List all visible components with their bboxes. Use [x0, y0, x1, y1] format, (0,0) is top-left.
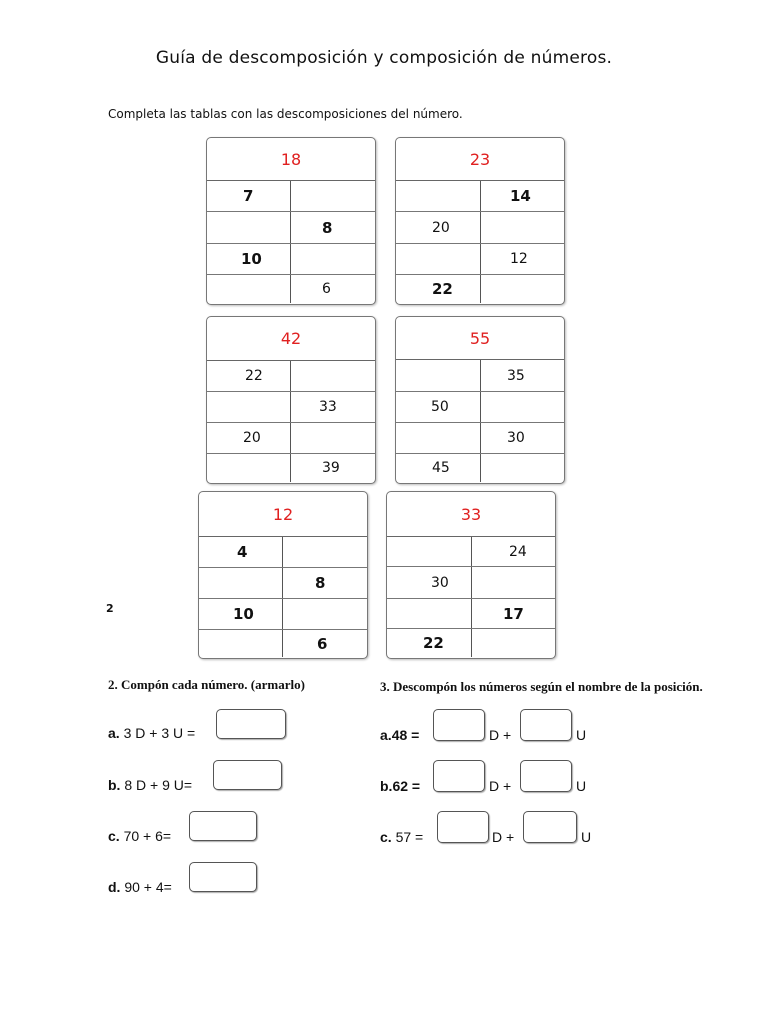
table-number: 42	[207, 317, 375, 361]
decompose-item-b	[380, 778, 420, 794]
table-row	[207, 244, 375, 275]
units-box[interactable]	[520, 760, 572, 792]
compose-item-b	[108, 777, 192, 793]
table-number: 12	[199, 492, 367, 537]
item-expression: 70 + 6=	[123, 828, 172, 844]
table-cell-right: 17	[503, 604, 524, 623]
answer-box[interactable]	[189, 862, 257, 892]
units-label: U	[581, 829, 592, 845]
side-number: 2	[106, 602, 114, 615]
section3-heading: 3. Descompón los números según el nombre de la posición.	[380, 679, 703, 694]
tens-box[interactable]	[437, 811, 489, 843]
table-cell-right: 8	[322, 218, 333, 237]
table-cell-left: 22	[245, 368, 263, 384]
decomposition-table-55	[395, 316, 565, 484]
table-cell-left: 10	[241, 250, 262, 268]
table-row	[207, 361, 375, 392]
table-cell-left: 50	[431, 399, 449, 415]
item-label: b.	[380, 778, 393, 794]
table-number: 33	[387, 492, 555, 537]
answer-box[interactable]	[213, 760, 282, 790]
compose-item-c	[108, 828, 171, 844]
item-label: a.	[380, 727, 392, 743]
table-row	[387, 599, 555, 629]
table-number: 55	[396, 317, 564, 360]
item-expression: 48 =	[391, 727, 420, 743]
item-label: c.	[380, 829, 392, 845]
item-label: a.	[108, 725, 120, 741]
table-cell-right: 39	[322, 460, 340, 476]
table-cell-right: 35	[507, 367, 525, 384]
item-expression: 57 =	[395, 829, 424, 845]
table-row	[387, 629, 555, 657]
answer-box[interactable]	[189, 811, 257, 841]
table-cell-right: 12	[510, 251, 528, 267]
item-expression: 8 D + 9 U=	[124, 777, 193, 793]
tens-box[interactable]	[433, 709, 485, 741]
table-cell-right: 33	[319, 399, 337, 415]
table-cell-left: 22	[432, 280, 453, 298]
table-row	[207, 212, 375, 244]
table-row	[199, 630, 367, 657]
tens-label: D +	[489, 778, 512, 794]
table-row	[207, 275, 375, 303]
table-row	[396, 454, 564, 482]
table-row	[199, 599, 367, 630]
table-row	[396, 244, 564, 275]
table-cell-right: 14	[510, 187, 531, 205]
table-row	[387, 537, 555, 567]
table-cell-right: 6	[317, 634, 328, 653]
decompose-item-a	[380, 727, 419, 743]
page-title: Guía de descomposición y composición de números.	[155, 48, 613, 68]
item-label: b.	[108, 777, 121, 793]
tens-label: D +	[489, 727, 512, 743]
decomposition-table-23	[395, 137, 565, 305]
table-row	[396, 181, 564, 212]
table-row	[387, 567, 555, 599]
decomposition-table-18	[206, 137, 376, 305]
table-row	[207, 454, 375, 482]
table-row	[199, 568, 367, 599]
decomposition-table-42	[206, 316, 376, 484]
table-cell-left: 20	[432, 219, 450, 236]
units-label: U	[576, 778, 587, 794]
table-row	[396, 392, 564, 423]
table-cell-right: 6	[322, 281, 331, 297]
item-expression: 90 + 4=	[124, 879, 172, 895]
table-row	[207, 392, 375, 423]
table-cell-left: 45	[432, 460, 450, 476]
decomposition-table-33	[386, 491, 556, 659]
compose-item-d	[108, 879, 172, 895]
table-cell-right: 30	[507, 430, 525, 446]
table-cell-left: 22	[423, 634, 444, 652]
units-box[interactable]	[523, 811, 577, 843]
decompose-item-c	[380, 829, 423, 845]
item-label: c.	[108, 828, 120, 844]
table-row	[396, 423, 564, 454]
tens-box[interactable]	[433, 760, 485, 792]
table-cell-left: 10	[233, 605, 254, 623]
table-row	[207, 181, 375, 212]
item-expression: 62 =	[392, 778, 421, 794]
table-cell-left: 30	[431, 574, 449, 591]
table-row	[396, 212, 564, 244]
table-cell-left: 4	[237, 543, 248, 561]
decomposition-table-12	[198, 491, 368, 659]
table-row	[396, 360, 564, 392]
compose-item-a	[108, 725, 195, 741]
instructions: Completa las tablas con las descomposiciones del número.	[108, 107, 463, 121]
table-number: 23	[396, 138, 564, 181]
units-label: U	[576, 727, 587, 743]
table-row	[199, 537, 367, 568]
item-label: d.	[108, 879, 121, 895]
table-cell-left: 20	[243, 430, 261, 446]
table-cell-right: 24	[509, 543, 527, 560]
answer-box[interactable]	[216, 709, 286, 739]
table-cell-left: 7	[243, 187, 254, 205]
table-number: 18	[207, 138, 375, 181]
table-row	[396, 275, 564, 303]
item-expression: 3 D + 3 U =	[123, 725, 196, 741]
tens-label: D +	[492, 829, 515, 845]
section2-heading: 2. Compón cada número. (armarlo)	[108, 677, 305, 692]
table-row	[207, 423, 375, 454]
units-box[interactable]	[520, 709, 572, 741]
table-cell-right: 8	[315, 574, 326, 592]
